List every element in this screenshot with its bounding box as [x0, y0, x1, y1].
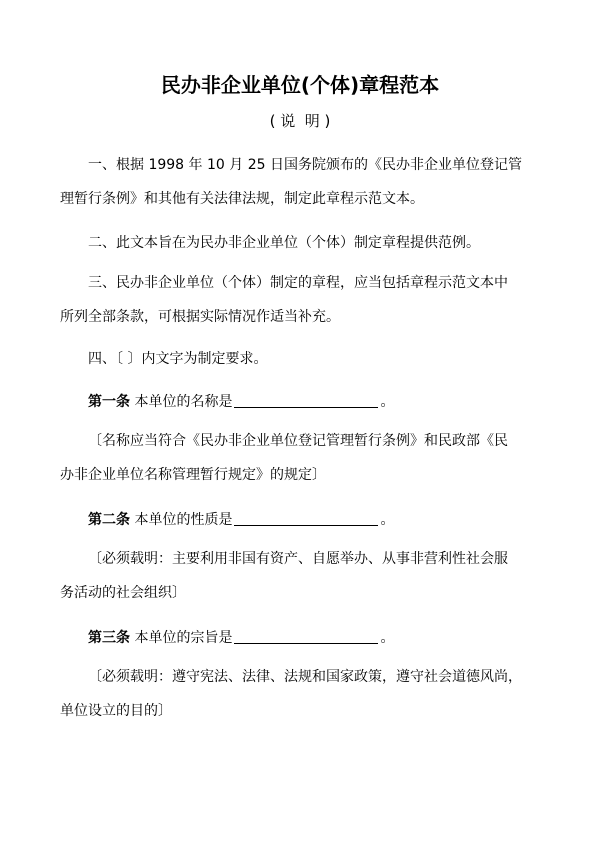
- article-3-requirement-line-1: 〔必须载明：遵守宪法、法律、法规和国家政策，遵守社会道德风尚，: [88, 669, 522, 685]
- note-1-line-1: 一、根据 1998 年 10 月 25 日国务院颁布的《民办非企业单位登记管: [88, 157, 522, 173]
- article-2-number: 第二条: [88, 512, 130, 528]
- article-1-requirement-line-2: 办非企业单位名称管理暂行规定》的规定〕: [60, 467, 326, 483]
- article-1-blank-field[interactable]: [234, 391, 378, 408]
- note-4-line-1: 四、〔 〕内文字为制定要求。: [88, 351, 268, 367]
- article-2-requirement: [60, 542, 550, 610]
- note-2: [60, 226, 550, 260]
- article-2-end: 。: [380, 512, 395, 528]
- article-2-blank-field[interactable]: [234, 509, 378, 526]
- article-2: [60, 503, 550, 537]
- article-1-requirement-line-1: 〔名称应当符合《民办非企业单位登记管理暂行条例》和民政部《民: [88, 433, 508, 449]
- article-3-heading: [60, 621, 550, 655]
- article-2-text: 本单位的性质是: [134, 512, 233, 528]
- note-3-line-1: 三、民办非企业单位（个体）制定的章程，应当包括章程示范文本中: [88, 275, 508, 291]
- article-1-number: 第一条: [88, 394, 130, 410]
- note-1: [60, 148, 550, 216]
- article-2-heading: [60, 503, 550, 537]
- note-1-line-2: 理暂行条例》和其他有关法律法规，制定此章程示范文本。: [60, 191, 424, 207]
- article-3-requirement: [60, 660, 550, 728]
- article-1-heading: [60, 385, 550, 419]
- note-2-line-1: 二、此文本旨在为民办非企业单位（个体）制定章程提供范例。: [88, 235, 480, 251]
- note-3-line-2: 所列全部条款，可根据实际情况作适当补充。: [60, 309, 340, 325]
- article-3-end: 。: [380, 630, 395, 646]
- article-1: [60, 385, 550, 419]
- note-4: [60, 342, 550, 376]
- article-3-text: 本单位的宗旨是: [134, 630, 233, 646]
- note-3: [60, 266, 550, 334]
- article-3-blank-field[interactable]: [234, 627, 378, 644]
- document-title: 民办非企业单位(个体)章程范本: [160, 73, 440, 97]
- article-1-end: 。: [380, 394, 395, 410]
- article-3-number: 第三条: [88, 630, 130, 646]
- article-1-requirement: [60, 424, 550, 492]
- article-3: [60, 621, 550, 655]
- article-2-requirement-line-1: 〔必须载明：主要利用非国有资产、自愿举办、从事非营利性社会服: [88, 551, 508, 567]
- article-1-text: 本单位的名称是: [134, 394, 233, 410]
- article-3-requirement-line-2: 单位设立的目的〕: [60, 703, 172, 719]
- article-2-requirement-line-2: 务活动的社会组织〕: [60, 585, 186, 601]
- document-subtitle: ( 说 明 ): [269, 112, 331, 130]
